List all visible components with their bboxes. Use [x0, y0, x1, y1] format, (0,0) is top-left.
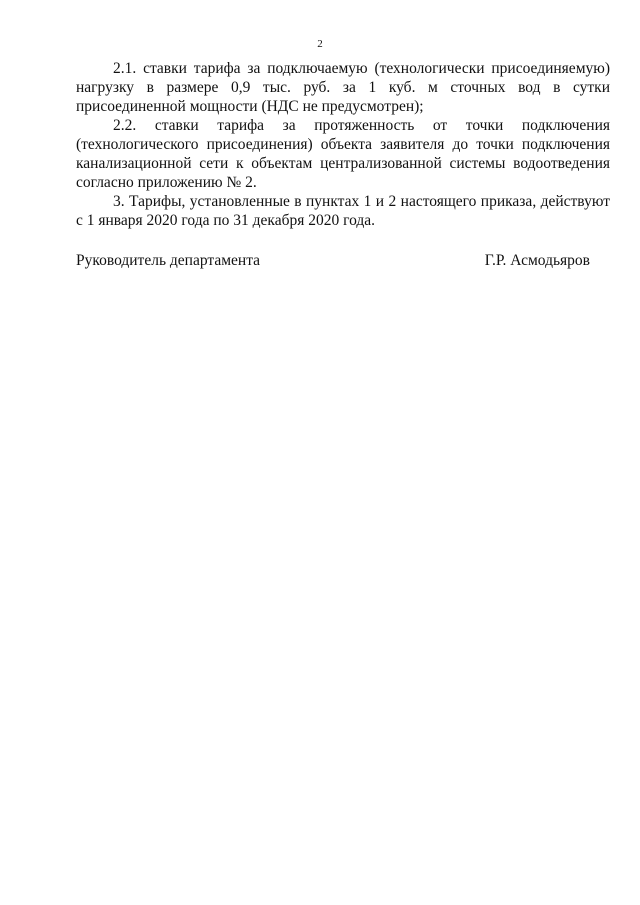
document-body — [76, 59, 610, 230]
paragraph-3: 3. Тарифы, установленные в пунктах 1 и 2 настоящего приказа, действуют с 1 января 2020 года по 31 декабря 2020 года. — [76, 193, 610, 229]
signatory-position: Руководитель департамента — [76, 252, 261, 269]
paragraph-2-2: 2.2. ставки тарифа за протяженность от точки подключения (технологического присоединения) объекта заявителя до точки подключения канализационной сети к объектам централизованной системы водоотведения согласно приложению № 2. — [76, 117, 610, 191]
signatory-name: Г.Р. Асмодьяров — [484, 252, 590, 269]
page-number: 2 — [317, 38, 323, 50]
signature-block — [76, 251, 590, 270]
paragraph-2-1: 2.1. ставки тарифа за подключаемую (технологически присоединяемую) нагрузку в размере 0,9 тыс. руб. за 1 куб. м сточных вод в сутки присоединенной мощности (НДС не предусмотрен); — [76, 60, 610, 115]
